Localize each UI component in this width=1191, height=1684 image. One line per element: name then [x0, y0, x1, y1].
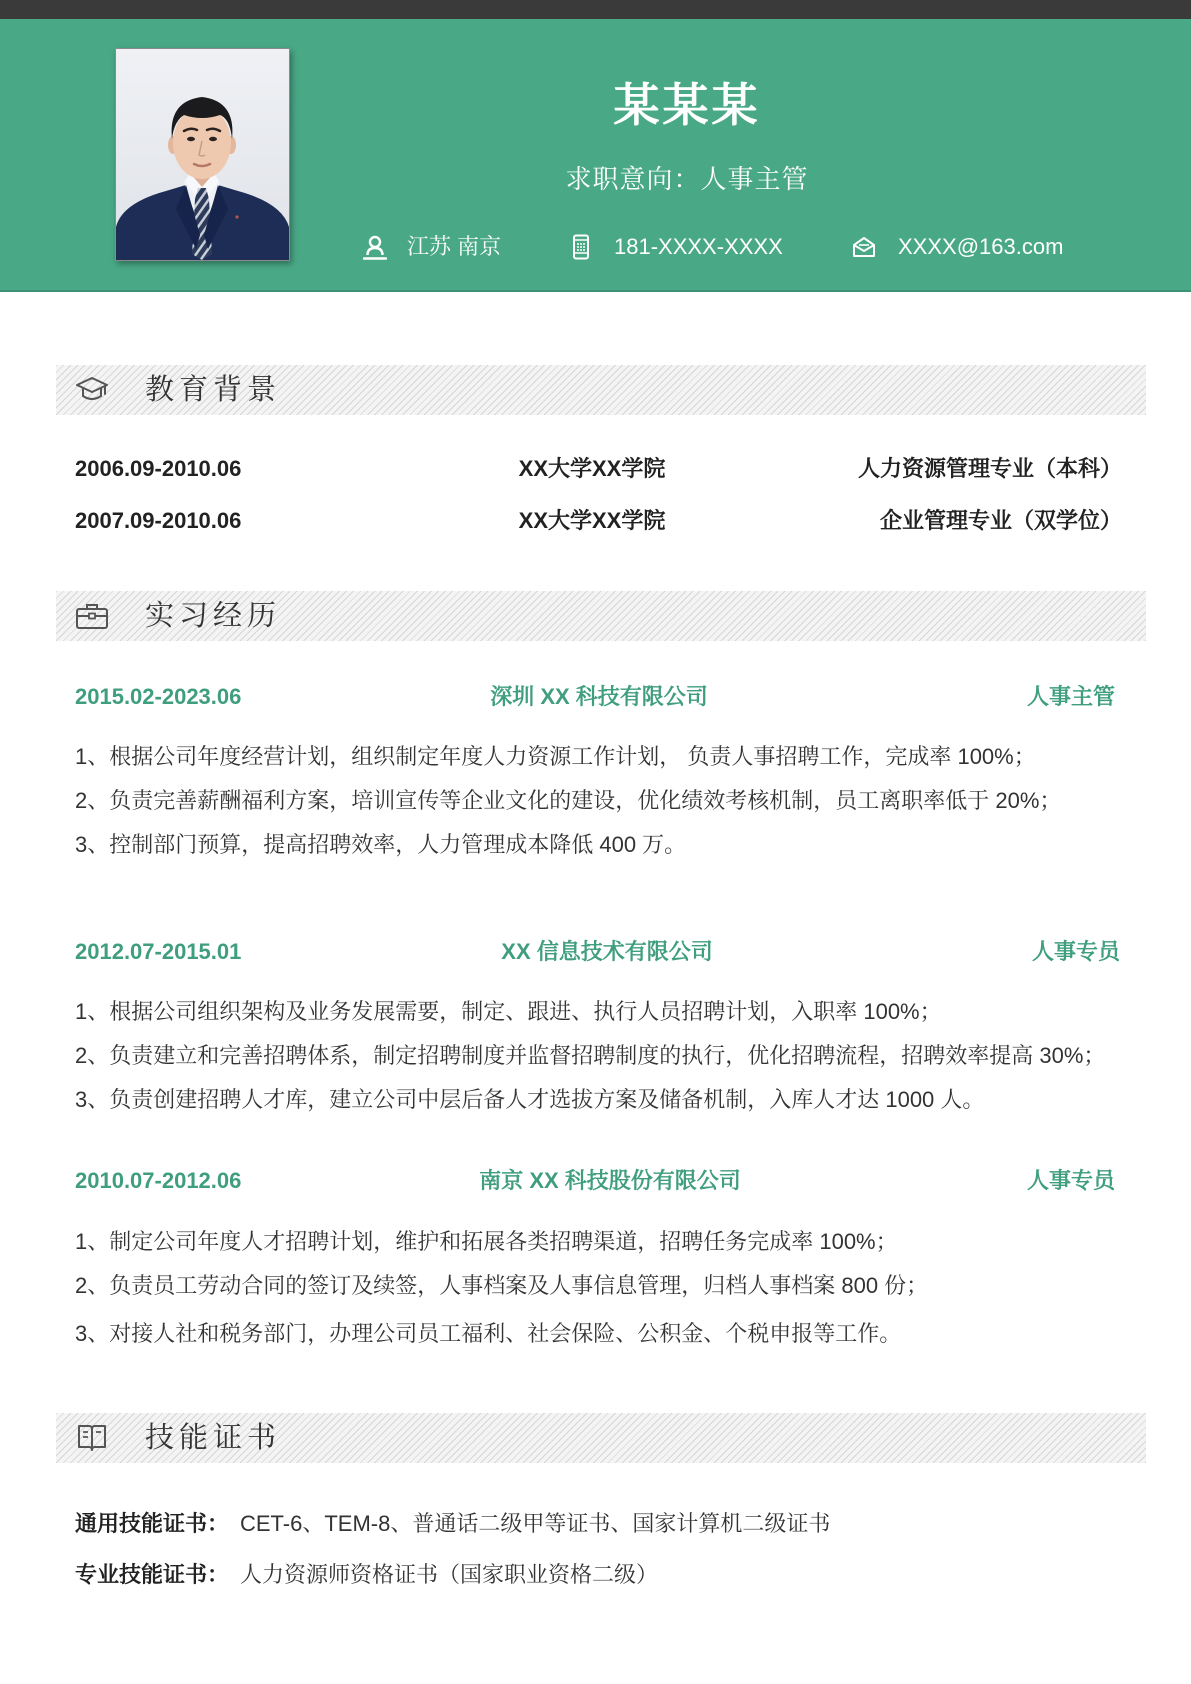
job-position: 人事专员	[1031, 939, 1120, 964]
skill-label: 通用技能证书：	[75, 1511, 230, 1536]
location-pin-icon	[363, 234, 387, 260]
profile-photo	[115, 48, 290, 261]
job-period: 2010.07-2012.06	[75, 1168, 242, 1193]
education-major: 人力资源管理专业（本科）	[857, 456, 1122, 481]
job-duty: 2、负责员工劳动合同的签订及续签，人事档案及人事信息管理，归档人事档案 800 份；	[75, 1273, 929, 1298]
education-school: XX大学XX学院	[518, 456, 666, 481]
education-major: 企业管理专业（双学位）	[879, 508, 1122, 533]
job-entry	[0, 681, 1191, 861]
job-duty: 1、制定公司年度人才招聘计划，维护和拓展各类招聘渠道，招聘任务完成率 100%；	[75, 1229, 898, 1254]
candidate-name: 某某某	[613, 79, 761, 131]
section-title: 实习经历	[145, 600, 282, 632]
mail-icon	[852, 236, 876, 258]
education-entry	[0, 453, 1191, 485]
location-text: 江苏 南京	[407, 234, 502, 259]
briefcase-icon	[74, 600, 110, 632]
job-company: 南京 XX 科技股份有限公司	[479, 1168, 741, 1193]
job-period: 2012.07-2015.01	[75, 939, 242, 964]
job-company: XX 信息技术有限公司	[501, 939, 713, 964]
job-duty: 3、控制部门预算，提高招聘效率，人力管理成本降低 400 万。	[75, 832, 687, 857]
job-objective: 求职意向：人事主管	[565, 164, 809, 194]
job-period: 2015.02-2023.06	[75, 684, 242, 709]
job-entry	[0, 936, 1191, 1116]
skill-value: 人力资源师资格证书（国家职业资格二级）	[240, 1562, 659, 1587]
skill-entry	[0, 1559, 1191, 1591]
job-duty: 3、对接人社和税务部门，办理公司员工福利、社会保险、公积金、个税申报等工作。	[75, 1321, 902, 1346]
section-header-internship	[56, 591, 1146, 641]
job-duty: 1、根据公司年度经营计划，组织制定年度人力资源工作计划， 负责人事招聘工作，完成率 100%；	[75, 744, 1036, 769]
top-bar	[0, 0, 1191, 19]
skill-value: CET-6、TEM-8、普通话二级甲等证书、国家计算机二级证书	[240, 1511, 831, 1536]
education-entry	[0, 505, 1191, 537]
skill-entry	[0, 1508, 1191, 1540]
job-entry	[0, 1165, 1191, 1355]
email-text: XXXX@163.com	[898, 234, 1064, 259]
mobile-phone-icon	[572, 234, 590, 260]
section-title: 教育背景	[145, 374, 282, 406]
section-header-skills	[56, 1413, 1146, 1463]
education-school: XX大学XX学院	[518, 508, 666, 533]
job-position: 人事主管	[1026, 684, 1115, 709]
phone-text: 181-XXXX-XXXX	[614, 234, 783, 259]
education-period: 2006.09-2010.06	[75, 456, 242, 481]
skill-label: 专业技能证书：	[75, 1562, 230, 1587]
section-title: 技能证书	[145, 1422, 282, 1454]
book-icon	[74, 1422, 110, 1454]
education-period: 2007.09-2010.06	[75, 508, 242, 533]
section-header-education	[56, 365, 1146, 415]
graduation-cap-icon	[74, 374, 110, 406]
job-duty: 2、负责完善薪酬福利方案，培训宣传等企业文化的建设，优化绩效考核机制，员工离职率低于 20%；	[75, 788, 1062, 813]
job-position: 人事专员	[1026, 1168, 1115, 1193]
job-duty: 2、负责建立和完善招聘体系，制定招聘制度并监督招聘制度的执行，优化招聘流程，招聘效率提高 30%；	[75, 1043, 1106, 1068]
job-company: 深圳 XX 科技有限公司	[490, 684, 708, 709]
job-duty: 3、负责创建招聘人才库，建立公司中层后备人才选拔方案及储备机制，入库人才达 1000 人。	[75, 1087, 985, 1112]
job-duty: 1、根据公司组织架构及业务发展需要，制定、跟进、执行人员招聘计划，入职率 100%；	[75, 999, 942, 1024]
